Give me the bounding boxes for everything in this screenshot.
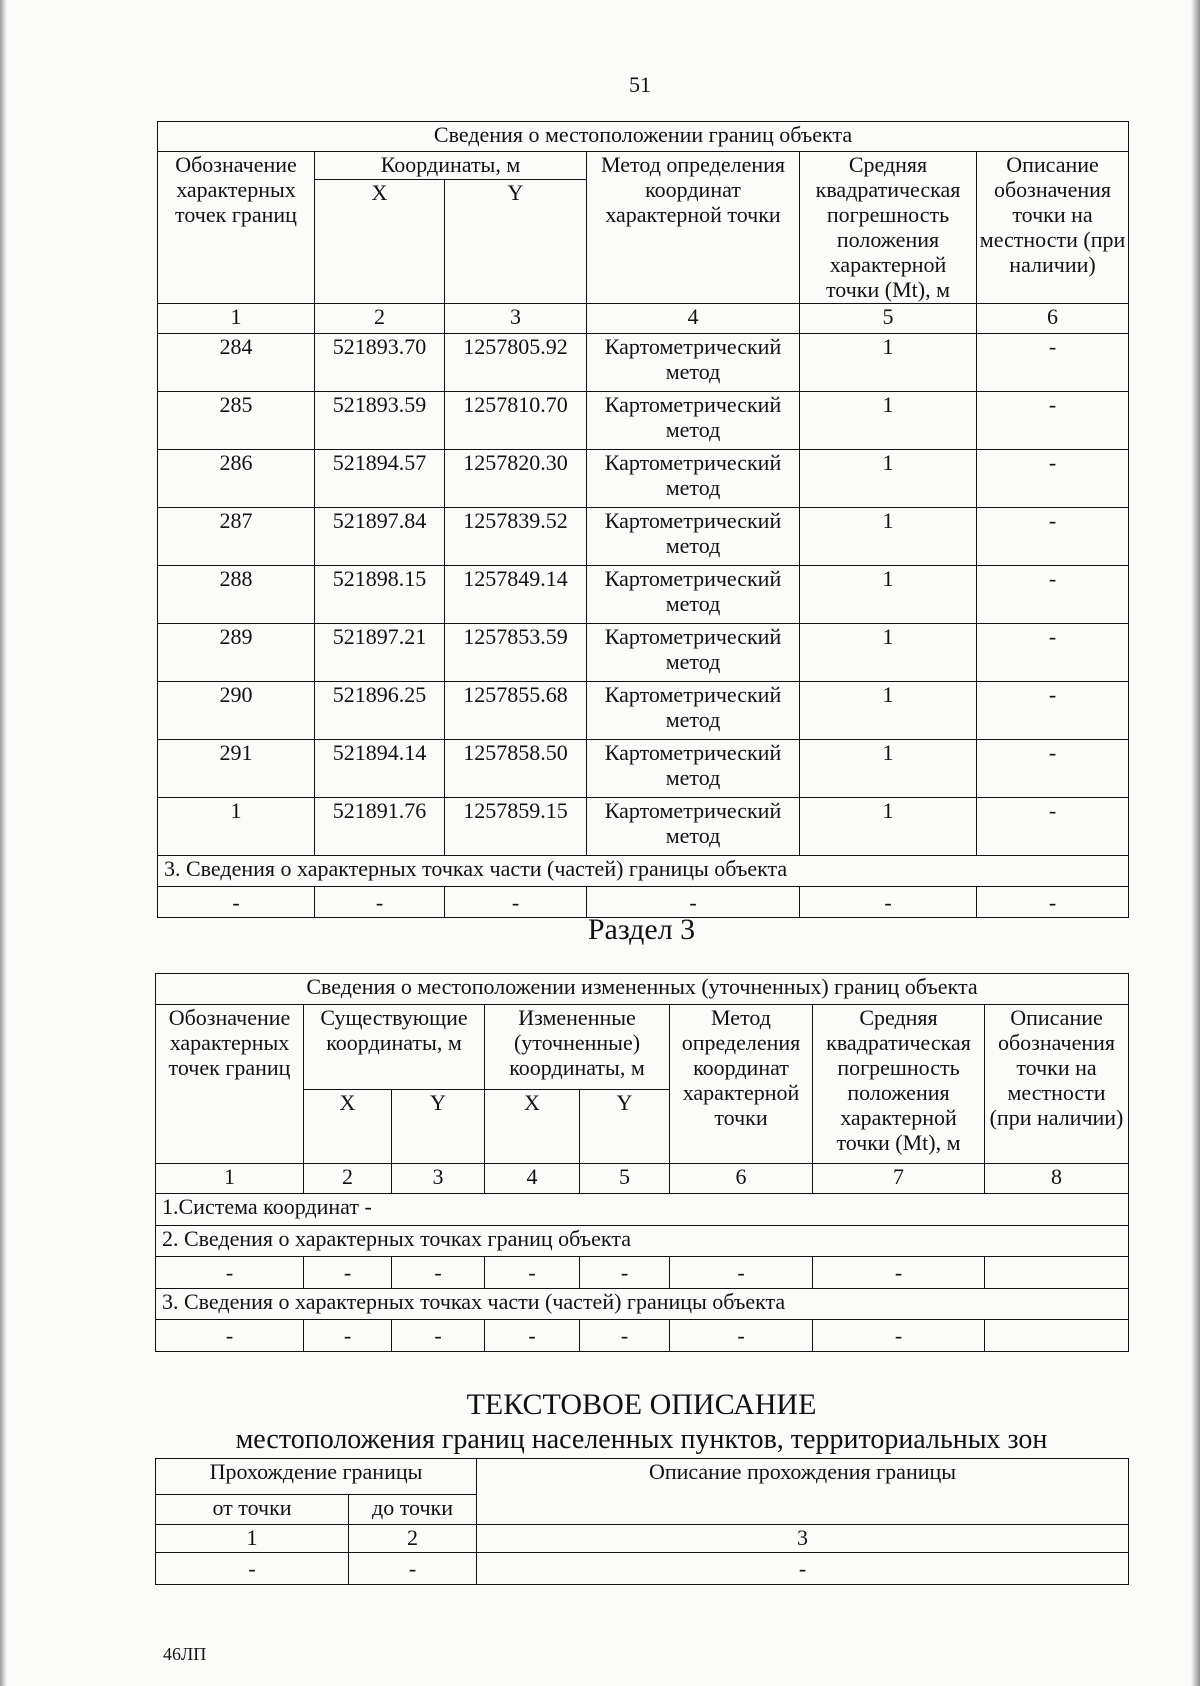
coord-x: 521894.14 <box>315 740 445 798</box>
empty-cell <box>985 1257 1129 1289</box>
header-error: Средняя квадратическая погрешность положения характерной точки (Mt), м <box>800 152 977 304</box>
method: Картометрический метод <box>587 798 800 856</box>
table-row <box>156 1257 1129 1289</box>
table-row <box>158 798 1129 856</box>
coord-y: 1257855.68 <box>445 682 587 740</box>
error-value: 1 <box>800 740 977 798</box>
column-number: 8 <box>985 1164 1129 1194</box>
point-number: 1 <box>158 798 315 856</box>
scan-edge-left <box>0 0 7 1686</box>
text-description-title: ТЕКСТОВОЕ ОПИСАНИЕ <box>466 1388 817 1421</box>
description: - <box>977 682 1129 740</box>
error-value: 1 <box>800 508 977 566</box>
header-error: Средняя квадратическая погрешность положения характерной точки (Mt), м <box>813 1005 985 1164</box>
table-row <box>158 682 1129 740</box>
table-row <box>158 624 1129 682</box>
empty-cell: - <box>315 887 445 918</box>
description: - <box>977 740 1129 798</box>
header-from-point: от точки <box>156 1495 349 1525</box>
error-value: 1 <box>800 334 977 392</box>
boundary-passage-table <box>155 1458 1129 1585</box>
coord-y: 1257810.70 <box>445 392 587 450</box>
empty-cell: - <box>156 1257 304 1289</box>
coord-y: 1257859.15 <box>445 798 587 856</box>
error-value: 1 <box>800 450 977 508</box>
header-y: Y <box>445 180 587 304</box>
empty-cell: - <box>580 1320 670 1352</box>
method: Картометрический метод <box>587 334 800 392</box>
error-value: 1 <box>800 392 977 450</box>
column-number: 6 <box>670 1164 813 1194</box>
error-value: 1 <box>800 682 977 740</box>
empty-cell: - <box>392 1320 485 1352</box>
coord-y: 1257820.30 <box>445 450 587 508</box>
header-method: Метод определения координат характерной точки <box>670 1005 813 1164</box>
method: Картометрический метод <box>587 450 800 508</box>
description: - <box>977 334 1129 392</box>
empty-cell: - <box>670 1320 813 1352</box>
empty-cell: - <box>977 887 1129 918</box>
coord-y: 1257839.52 <box>445 508 587 566</box>
table-row <box>156 1553 1129 1585</box>
header-passage: Прохождение границы <box>156 1459 477 1495</box>
header-y: Y <box>580 1090 670 1164</box>
coord-x: 521898.15 <box>315 566 445 624</box>
empty-cell: - <box>800 887 977 918</box>
coordinate-system-label: 1.Система координат - <box>156 1194 1129 1226</box>
coord-y: 1257853.59 <box>445 624 587 682</box>
section-label: 3. Сведения о характерных точках части (частей) границы объекта <box>156 1289 1129 1320</box>
boundary-coordinates-table <box>157 121 1129 918</box>
coord-x: 521891.76 <box>315 798 445 856</box>
empty-cell: - <box>580 1257 670 1289</box>
header-passage-description: Описание прохождения границы <box>477 1459 1129 1525</box>
header-x: X <box>304 1090 392 1164</box>
table-row <box>158 566 1129 624</box>
coord-x: 521896.25 <box>315 682 445 740</box>
error-value: 1 <box>800 624 977 682</box>
column-number: 2 <box>349 1525 477 1553</box>
column-number: 6 <box>977 304 1129 334</box>
table-row <box>158 508 1129 566</box>
method: Картометрический метод <box>587 740 800 798</box>
header-y: Y <box>392 1090 485 1164</box>
column-number: 2 <box>315 304 445 334</box>
empty-cell: - <box>156 1320 304 1352</box>
scan-edge-right <box>1191 0 1200 1686</box>
column-number: 1 <box>158 304 315 334</box>
error-value: 1 <box>800 566 977 624</box>
empty-cell: - <box>304 1320 392 1352</box>
coord-x: 521897.84 <box>315 508 445 566</box>
empty-cell: - <box>670 1257 813 1289</box>
point-number: 288 <box>158 566 315 624</box>
changed-boundaries-table <box>155 973 1129 1352</box>
error-value: 1 <box>800 798 977 856</box>
empty-cell <box>985 1320 1129 1352</box>
column-number: 5 <box>800 304 977 334</box>
column-number-row <box>158 304 1129 334</box>
empty-cell: - <box>587 887 800 918</box>
empty-cell: - <box>445 887 587 918</box>
table-row <box>158 450 1129 508</box>
header-method: Метод определения координат характерной точки <box>587 152 800 304</box>
empty-cell: - <box>304 1257 392 1289</box>
section-label: 2. Сведения о характерных точках границ объекта <box>156 1226 1129 1257</box>
point-number: 285 <box>158 392 315 450</box>
description: - <box>977 508 1129 566</box>
footer-code: 46ЛП <box>163 1644 207 1664</box>
method: Картометрический метод <box>587 682 800 740</box>
point-number: 289 <box>158 624 315 682</box>
coord-x: 521897.21 <box>315 624 445 682</box>
method: Картометрический метод <box>587 566 800 624</box>
table-row <box>156 1320 1129 1352</box>
header-coordinates: Координаты, м <box>315 152 587 180</box>
column-number: 4 <box>485 1164 580 1194</box>
empty-cell: - <box>392 1257 485 1289</box>
header-existing-coordinates: Существующие координаты, м <box>304 1005 485 1090</box>
column-number: 5 <box>580 1164 670 1194</box>
header-to-point: до точки <box>349 1495 477 1525</box>
column-number: 3 <box>445 304 587 334</box>
header-changed-coordinates: Измененные (уточненные) координаты, м <box>485 1005 670 1090</box>
description: - <box>977 798 1129 856</box>
column-number: 4 <box>587 304 800 334</box>
table-row <box>158 334 1129 392</box>
empty-cell: - <box>485 1320 580 1352</box>
section-label: 3. Сведения о характерных точках части (частей) границы объекта <box>158 856 1129 887</box>
column-number: 7 <box>813 1164 985 1194</box>
coord-y: 1257858.50 <box>445 740 587 798</box>
empty-cell: - <box>477 1553 1129 1585</box>
table-row <box>158 740 1129 798</box>
point-number: 291 <box>158 740 315 798</box>
coord-y: 1257805.92 <box>445 334 587 392</box>
point-number: 284 <box>158 334 315 392</box>
header-description: Описание обозначения точки на местности (при наличии) <box>985 1005 1129 1164</box>
column-number: 3 <box>477 1525 1129 1553</box>
header-x: X <box>485 1090 580 1164</box>
method: Картометрический метод <box>587 392 800 450</box>
description: - <box>977 566 1129 624</box>
point-number: 286 <box>158 450 315 508</box>
column-number: 3 <box>392 1164 485 1194</box>
coord-x: 521893.59 <box>315 392 445 450</box>
point-number: 290 <box>158 682 315 740</box>
header-designation: Обозначение характерных точек границ <box>158 152 315 304</box>
table-title: Сведения о местоположении измененных (уточненных) границ объекта <box>156 974 1129 1005</box>
table-title: Сведения о местоположении границ объекта <box>158 122 1129 152</box>
method: Картометрический метод <box>587 624 800 682</box>
column-number: 1 <box>156 1525 349 1553</box>
header-designation: Обозначение характерных точек границ <box>156 1005 304 1164</box>
empty-cell: - <box>156 1553 349 1585</box>
method: Картометрический метод <box>587 508 800 566</box>
empty-cell: - <box>813 1320 985 1352</box>
coord-x: 521894.57 <box>315 450 445 508</box>
empty-cell: - <box>813 1257 985 1289</box>
table-row <box>158 392 1129 450</box>
description: - <box>977 450 1129 508</box>
column-number: 2 <box>304 1164 392 1194</box>
column-number-row <box>156 1525 1129 1553</box>
column-number: 1 <box>156 1164 304 1194</box>
empty-cell: - <box>349 1553 477 1585</box>
point-number: 287 <box>158 508 315 566</box>
description: - <box>977 624 1129 682</box>
text-description-subtitle: местоположения границ населенных пунктов, территориальных зон <box>235 1424 1048 1455</box>
description: - <box>977 392 1129 450</box>
section-heading: Раздел 3 <box>587 913 696 946</box>
empty-cell: - <box>485 1257 580 1289</box>
page-number: 51 <box>629 72 651 97</box>
empty-cell: - <box>158 887 315 918</box>
coord-y: 1257849.14 <box>445 566 587 624</box>
column-number-row <box>156 1164 1129 1194</box>
coord-x: 521893.70 <box>315 334 445 392</box>
header-x: X <box>315 180 445 304</box>
header-description: Описание обозначения точки на местности (при наличии) <box>977 152 1129 304</box>
